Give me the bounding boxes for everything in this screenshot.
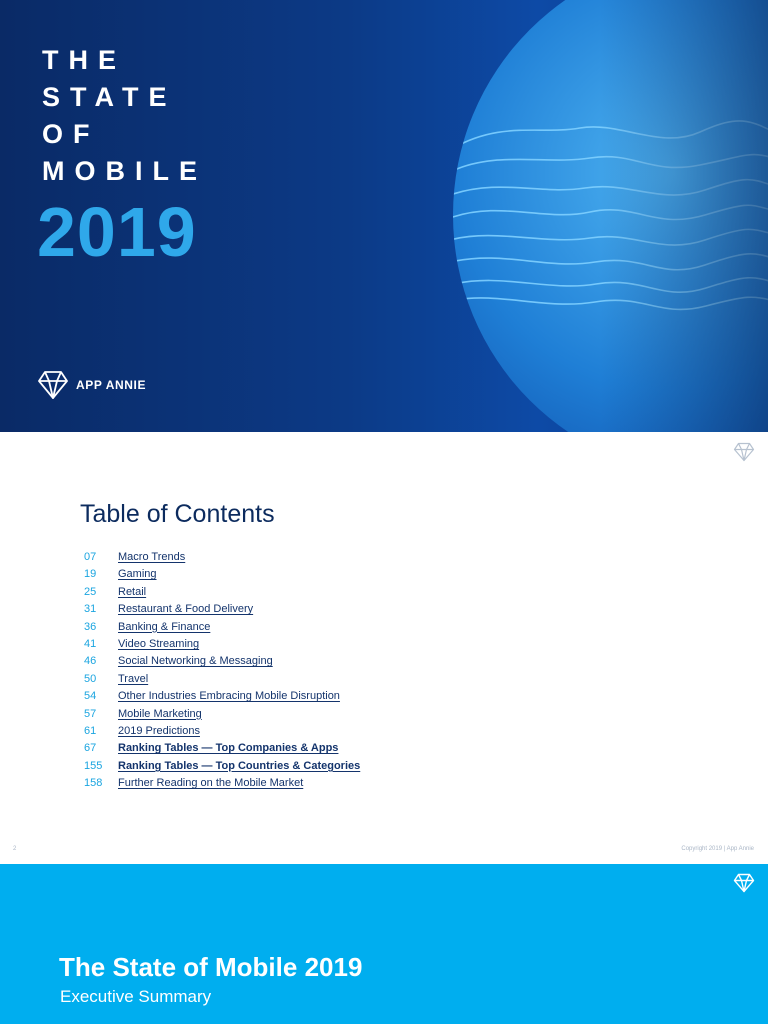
executive-summary-subtitle: Executive Summary [60,987,212,1006]
toc-page-number: 158 [84,777,103,790]
cover-title [42,42,207,190]
toc-link[interactable]: Ranking Tables — Top Companies & Apps [118,742,339,755]
toc-list [84,549,360,792]
toc-item [84,758,360,775]
toc-link[interactable]: Further Reading on the Mobile Market [118,777,304,790]
toc-link[interactable]: Retail [118,585,147,598]
toc-page [0,432,768,864]
diamond-outline-icon [733,442,755,462]
toc-link[interactable]: Macro Trends [118,551,186,563]
diamond-outline-icon [733,873,755,893]
app-annie-logo [37,370,146,400]
executive-summary-page [0,864,768,1024]
toc-link[interactable]: Gaming [118,568,157,581]
toc-page-number: 07 [84,551,97,563]
toc-link[interactable]: 2019 Predictions [118,724,200,737]
toc-link[interactable]: Other Industries Embracing Mobile Disruption [118,690,340,703]
toc-link[interactable]: Banking & Finance [118,620,211,633]
toc-heading: Table of Contents [80,500,275,528]
toc-page-number: 46 [84,655,97,668]
toc-page-number: 31 [84,603,97,616]
toc-link[interactable]: Restaurant & Food Delivery [118,603,254,616]
toc-item [84,723,360,740]
toc-item [84,671,360,688]
cover-title-line: THE [42,45,126,75]
toc-page-number: 67 [84,742,97,755]
toc-item [84,601,360,618]
toc-page-number: 25 [84,585,97,598]
toc-item [84,584,360,601]
toc-page-number: 36 [84,620,97,633]
toc-page-number: 155 [84,759,103,772]
toc-link[interactable]: Social Networking & Messaging [118,655,273,668]
toc-item [84,566,360,583]
toc-page-number: 61 [84,724,97,737]
logo-text: APP ANNIE [76,378,147,392]
page-number: 2 [13,846,17,852]
toc-item [84,775,360,792]
toc-item [84,706,360,723]
copyright-text: Copyright 2019 | App Annie [681,846,754,852]
cover-title-line: OF [42,119,100,149]
toc-item [84,653,360,670]
toc-link[interactable]: Travel [118,672,149,685]
executive-summary-title: The State of Mobile 2019 [59,952,363,982]
toc-page-number: 41 [84,637,97,650]
cover-year: 2019 [37,193,197,271]
toc-page-number: 50 [84,672,97,685]
toc-item [84,619,360,636]
toc-item [84,636,360,653]
toc-link[interactable]: Video Streaming [118,637,200,650]
toc-item [84,740,360,757]
cover-title-line: MOBILE [42,156,207,186]
cover-page [0,0,768,432]
toc-link[interactable]: Mobile Marketing [118,707,202,720]
diamond-logo-icon [37,370,69,400]
toc-page-number: 19 [84,568,97,581]
toc-item [84,688,360,705]
cover-title-line: STATE [42,82,177,112]
toc-item [84,549,360,566]
toc-page-number: 57 [84,707,97,720]
toc-link[interactable]: Ranking Tables — Top Countries & Categories [118,759,361,772]
toc-page-number: 54 [84,690,97,703]
